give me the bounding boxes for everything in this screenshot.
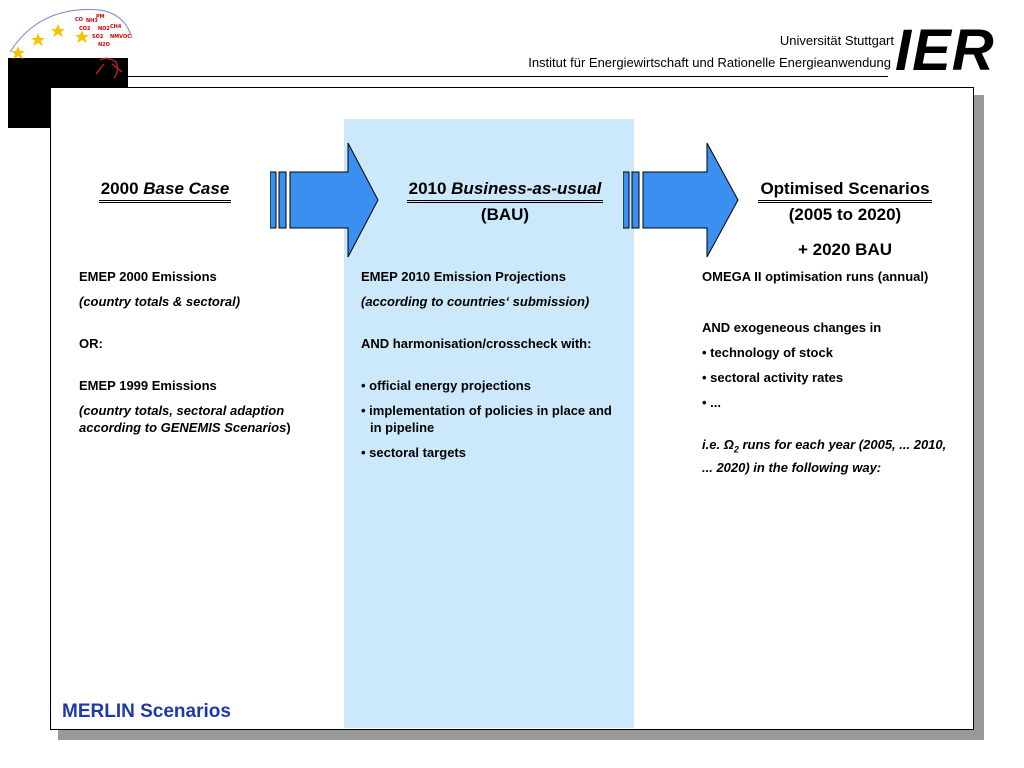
slide-title: MERLIN Scenarios xyxy=(62,701,231,722)
emission-label: NO2 xyxy=(98,26,110,32)
eu-stars-emission-logo xyxy=(0,0,140,80)
emission-label: NH3 xyxy=(86,18,98,24)
bau-text: EMEP 2010 Emission Projections (according to countries‘ submission) AND harmonisation/crosscheck with: • official energy projections • implementation of policies in place and in pipeline • sectoral targets xyxy=(361,269,612,460)
emission-label: CH4 xyxy=(110,24,122,30)
optimised-heading: Optimised Scenarios (2005 to 2020) + 2020 BAU xyxy=(760,179,930,259)
university-name: Universität Stuttgart xyxy=(779,33,894,48)
bau-heading: 2010 Business-as-usual (BAU) xyxy=(408,179,602,224)
header-divider xyxy=(128,76,888,77)
emission-label: N2O xyxy=(98,42,110,48)
merlin-figure-icon xyxy=(96,58,122,78)
arrow-right-icon xyxy=(270,142,380,258)
institute-name: Institut für Energiewirtschaft und Rationelle Energieanwendung xyxy=(528,55,891,70)
star-icon xyxy=(11,24,89,59)
emission-label: SO2 xyxy=(92,34,104,40)
emission-label: PM xyxy=(96,14,105,20)
arrow-right-icon xyxy=(623,142,741,258)
emission-label: NMVOC xyxy=(110,34,131,40)
emission-label: CO xyxy=(75,17,83,23)
optimised-text: OMEGA II optimisation runs (annual) AND exogeneous changes in • technology of stock • sectoral activity rates • ... i.e. $\Omega_2$ runs for each year (2005, ... 2010, ... 2020) in the following way: xyxy=(702,269,947,475)
base-case-heading: 2000 Base Case xyxy=(60,177,270,203)
omega-symbol: Ω xyxy=(723,437,734,452)
emission-label: CO2 xyxy=(79,26,91,32)
ier-logo: IER xyxy=(895,18,995,83)
base-case-text: EMEP 2000 Emissions (country totals & sectoral) OR: EMEP 1999 Emissions (country totals, sectoral adaption according to GENEMIS Scenarios) xyxy=(79,269,291,435)
